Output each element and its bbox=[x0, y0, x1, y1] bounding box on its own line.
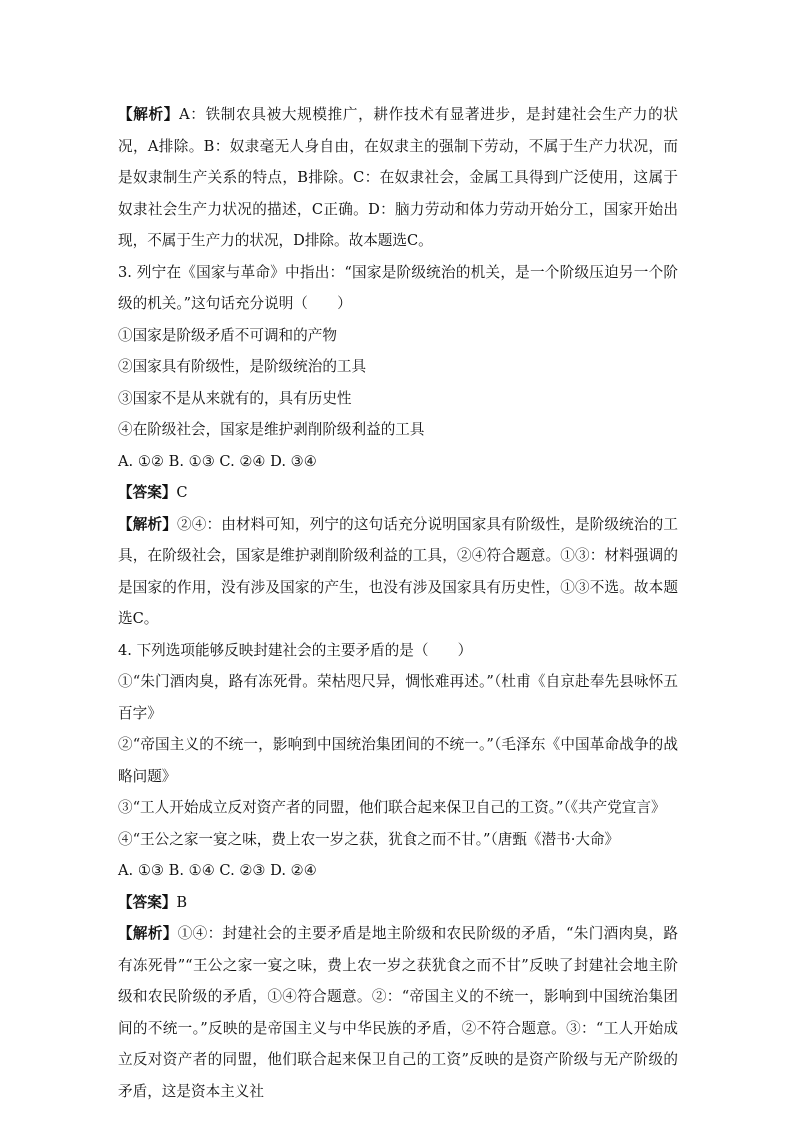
question-4-stem: 4. 下列选项能够反映封建社会的主要矛盾的是（ ） bbox=[118, 641, 473, 659]
question-3-options: A. ①② B. ①③ C. ②④ D. ③④ bbox=[118, 452, 317, 470]
analysis-paragraph-q3 bbox=[118, 509, 678, 635]
question-3-answer bbox=[118, 477, 678, 509]
question-4-quote-3: ③“工人开始成立反对资产者的同盟，他们联合起来保卫自己的工资。”（《共产党宣言》 bbox=[118, 799, 666, 816]
question-3-stem: 3. 列宁在《国家与革命》中指出：“国家是阶级统治的机关，是一个阶级压迫另一个阶级的机关。”这句话充分说明（ ） bbox=[118, 263, 678, 312]
question-4-options: A. ①③ B. ①④ C. ②③ D. ②④ bbox=[118, 862, 317, 879]
question-4-quote-4: ④“王公之家一宴之味，费上农一岁之获，犹食之而不甘。”（唐甄《潜书·大命》 bbox=[118, 830, 620, 848]
answer-value: B bbox=[176, 893, 188, 911]
question-3-statement-1: ①国家是阶级矛盾不可调和的产物 bbox=[118, 326, 337, 344]
question-3-statement-4: ④在阶级社会，国家是维护剥削阶级利益的工具 bbox=[118, 421, 425, 438]
analysis-paragraph-q4 bbox=[118, 918, 678, 1107]
question-4-quote-1: ①“朱门酒肉臭，路有冻死骨。荣枯咫尺异，惆怅难再述。”（杜甫《自京赴奉先县咏怀五百字》 bbox=[118, 673, 678, 722]
analysis-tag: 【解析】 bbox=[118, 925, 178, 942]
analysis-tag: 【解析】 bbox=[118, 106, 180, 123]
question-3-statement-3: ③国家不是从来就有的，具有历史性 bbox=[118, 389, 352, 407]
question-3-statement-2: ②国家具有阶级性，是阶级统治的工具 bbox=[118, 358, 367, 375]
analysis-paragraph-q2 bbox=[118, 99, 678, 257]
question-4-quote-2: ②“帝国主义的不统一，影响到中国统治集团间的不统一。”（毛泽东《中国革命战争的战略问题》 bbox=[118, 736, 678, 785]
document-page bbox=[118, 99, 678, 1107]
analysis-tag: 【解析】 bbox=[118, 515, 177, 533]
question-4-answer bbox=[118, 887, 678, 919]
answer-tag: 【答案】 bbox=[118, 484, 177, 501]
analysis-text: ②④：由材料可知，列宁的这句话充分说明国家具有阶级性，是阶级统治的工具，在阶级社会，国家是维护剥削阶级利益的工具，②④符合题意。①③：材料强调的是国家的作用，没有涉及国家的产生，也没有涉及国家具有历史性，①③不选。故本题选C。 bbox=[118, 515, 678, 627]
analysis-text: ①④：封建社会的主要矛盾是地主阶级和农民阶级的矛盾，“朱门酒肉臭，路有冻死骨”“王公之家一宴之味，费上农一岁之获犹食之而不甘”反映了封建社会地主阶级和农民阶级的矛盾，①④符合题意。②：“帝国主义的不统一，影响到中国统治集团间的不统一。”反映的是帝国主义与中华民族的矛盾，②不符合题意。③：“工人开始成立反对资产者的同盟，他们联合起来保卫自己的工资”反映的是资产阶级与无产阶级的矛盾，这是资本主义社 bbox=[118, 925, 678, 1100]
analysis-text: A：铁制农具被大规模推广，耕作技术有显著进步，是封建社会生产力的状况，A排除。B：奴隶毫无人身自由，在奴隶主的强制下劳动，不属于生产力状况，而是奴隶制生产关系的特点，B排除。C：在奴隶社会，金属工具得到广泛使用，这属于奴隶社会生产力状况的描述，C正确。D：脑力劳动和体力劳动开始分工，国家开始出现，不属于生产力的状况，D排除。故本题选C。 bbox=[118, 106, 678, 249]
answer-value: C bbox=[176, 484, 188, 501]
answer-tag: 【答案】 bbox=[118, 893, 177, 911]
